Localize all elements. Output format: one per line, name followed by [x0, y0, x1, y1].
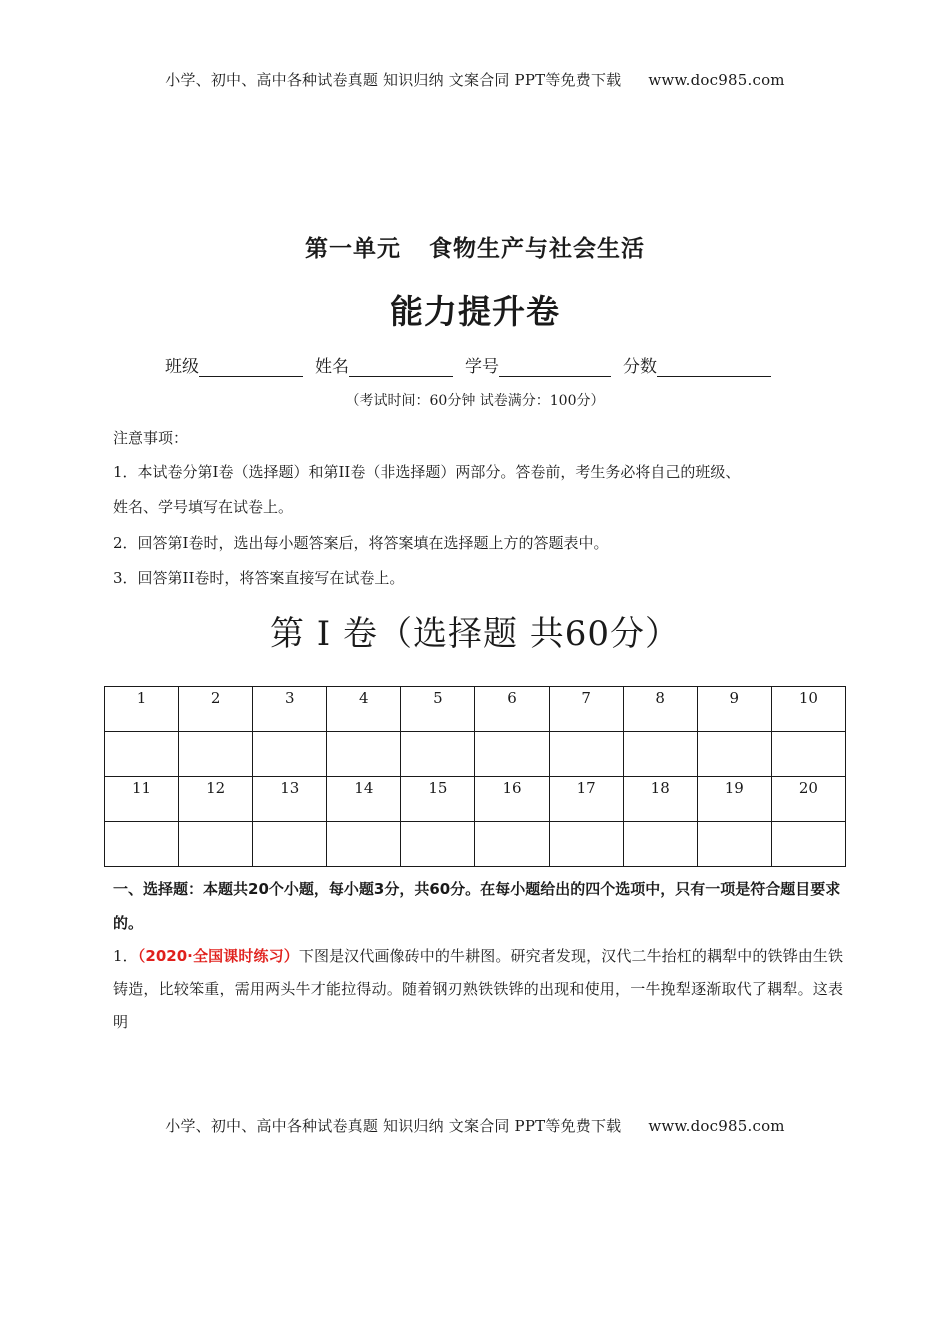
question-source: （2020·全国课时练习）: [137, 947, 299, 965]
unit-label: 第一单元: [305, 236, 401, 262]
section1-instruction: 一、选择题：本题共20个小题，每小题3分，共60分。在每小题给出的四个选项中，只有一项是符合题目要求的。: [113, 880, 841, 932]
answer-number-cell: 17: [549, 777, 623, 822]
answer-blank-cell[interactable]: [179, 732, 253, 777]
answer-blank-cell[interactable]: [179, 822, 253, 867]
section1-title: 第 I 卷（选择题 共60分）: [269, 614, 681, 654]
student-id-field[interactable]: [499, 358, 611, 377]
unit-topic: 食物生产与社会生活: [429, 236, 645, 262]
class-label: 班级: [165, 357, 199, 377]
class-field[interactable]: [199, 358, 303, 377]
answer-blank-cell[interactable]: [327, 822, 401, 867]
answer-blank-cell[interactable]: [327, 732, 401, 777]
question-number: 1．: [113, 947, 138, 965]
answer-number-cell: 13: [253, 777, 327, 822]
answer-blank-cell[interactable]: [253, 822, 327, 867]
footer-site-link[interactable]: www.doc985.com: [648, 1117, 785, 1135]
note-item: 姓名、学号填写在试卷上。: [113, 498, 294, 516]
answer-blank-cell[interactable]: [697, 822, 771, 867]
answer-number-cell: 10: [771, 687, 845, 732]
answer-blank-cell[interactable]: [475, 822, 549, 867]
footer-text: 小学、初中、高中各种试卷真题 知识归纳 文案合同 PPT等免费下载: [165, 1117, 622, 1135]
answer-blank-cell[interactable]: [549, 822, 623, 867]
student-id-label: 学号: [465, 357, 499, 377]
answer-number-cell: 1: [105, 687, 179, 732]
question-text: 下图是汉代画像砖中的牛耕图。研究者发现，汉代二牛抬杠的耦犁中的铁铧由生铁铸造，比较笨重，需用两头牛才能拉得动。随着钢刃熟铁铁铧的出现和使用，一牛挽犁逐渐取代了耦犁。这表明: [113, 947, 844, 1031]
answer-number-cell: 2: [179, 687, 253, 732]
answer-grid: [104, 686, 846, 867]
answer-blank-cell[interactable]: [771, 822, 845, 867]
unit-title: [0, 230, 950, 263]
student-info-line: [165, 352, 771, 377]
question-1: [113, 940, 843, 1039]
page-header: [0, 69, 950, 90]
notes-heading: 注意事项：: [113, 429, 189, 447]
answer-blank-cell[interactable]: [623, 732, 697, 777]
answer-number-cell: 8: [623, 687, 697, 732]
answer-number-cell: 14: [327, 777, 401, 822]
score-field[interactable]: [657, 358, 771, 377]
answer-number-cell: 5: [401, 687, 475, 732]
answer-number-cell: 6: [475, 687, 549, 732]
header-text: 小学、初中、高中各种试卷真题 知识归纳 文案合同 PPT等免费下载: [165, 71, 622, 89]
answer-blank-cell[interactable]: [771, 732, 845, 777]
answer-blank-cell[interactable]: [697, 732, 771, 777]
score-label: 分数: [623, 357, 657, 377]
header-site-link[interactable]: www.doc985.com: [648, 71, 785, 89]
note-item: 3．回答第II卷时，将答案直接写在试卷上。: [113, 569, 405, 587]
answer-blank-cell[interactable]: [549, 732, 623, 777]
answer-number-cell: 9: [697, 687, 771, 732]
answer-blank-cell[interactable]: [105, 732, 179, 777]
answer-number-cell: 4: [327, 687, 401, 732]
page-footer: [0, 1115, 950, 1136]
answer-blank-cell[interactable]: [475, 732, 549, 777]
exam-meta: （考试时间：60分钟 试卷满分：100分）: [345, 393, 605, 409]
answer-blank-cell[interactable]: [623, 822, 697, 867]
answer-grid-number-row: [105, 687, 846, 732]
answer-number-cell: 7: [549, 687, 623, 732]
answer-number-cell: 11: [105, 777, 179, 822]
note-item: 2．回答第I卷时，选出每小题答案后，将答案填在选择题上方的答题表中。: [113, 534, 609, 552]
paper-title: 能力提升卷: [390, 292, 560, 331]
answer-grid-number-row: [105, 777, 846, 822]
answer-blank-cell[interactable]: [253, 732, 327, 777]
answer-number-cell: 20: [771, 777, 845, 822]
answer-number-cell: 19: [697, 777, 771, 822]
answer-number-cell: 16: [475, 777, 549, 822]
answer-number-cell: 3: [253, 687, 327, 732]
answer-grid-blank-row: [105, 732, 846, 777]
answer-number-cell: 12: [179, 777, 253, 822]
answer-number-cell: 15: [401, 777, 475, 822]
answer-blank-cell[interactable]: [401, 732, 475, 777]
name-field[interactable]: [349, 358, 453, 377]
answer-grid-blank-row: [105, 822, 846, 867]
name-label: 姓名: [315, 357, 349, 377]
answer-blank-cell[interactable]: [401, 822, 475, 867]
answer-number-cell: 18: [623, 777, 697, 822]
note-item: 1．本试卷分第I卷（选择题）和第II卷（非选择题）两部分。答卷前，考生务必将自己的班级、: [113, 463, 741, 481]
answer-blank-cell[interactable]: [105, 822, 179, 867]
